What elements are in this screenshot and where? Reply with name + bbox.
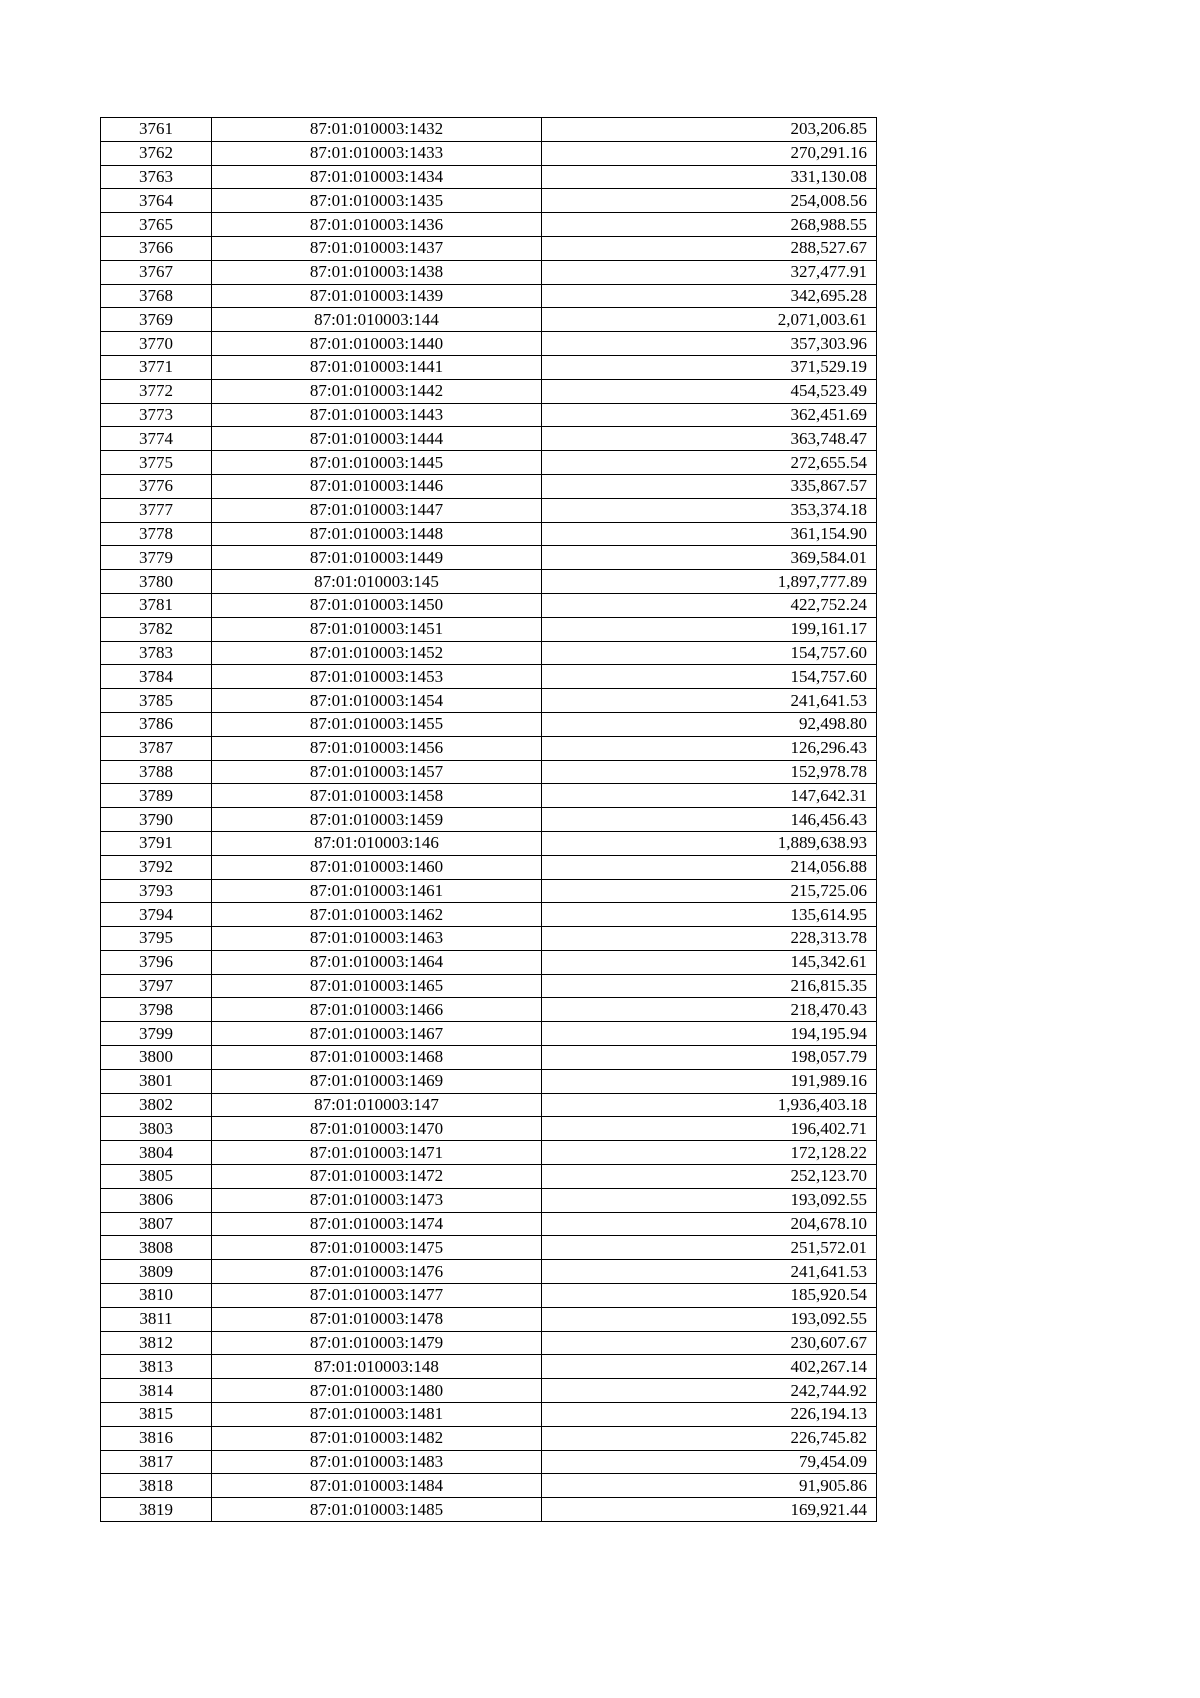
value-cell: 214,056.88 bbox=[542, 855, 877, 879]
table-row bbox=[101, 736, 877, 760]
table-row bbox=[101, 831, 877, 855]
cadastral-number-cell: 87:01:010003:1448 bbox=[212, 522, 542, 546]
table-row bbox=[101, 165, 877, 189]
row-number-cell: 3800 bbox=[101, 1046, 212, 1070]
cadastral-number-cell: 87:01:010003:1475 bbox=[212, 1236, 542, 1260]
table-row bbox=[101, 1379, 877, 1403]
table-row bbox=[101, 498, 877, 522]
cadastral-number-cell: 87:01:010003:1464 bbox=[212, 950, 542, 974]
cadastral-number-cell: 87:01:010003:1481 bbox=[212, 1403, 542, 1427]
cadastral-number-cell: 87:01:010003:1476 bbox=[212, 1260, 542, 1284]
row-number-cell: 3783 bbox=[101, 641, 212, 665]
row-number-cell: 3799 bbox=[101, 1022, 212, 1046]
value-cell: 196,402.71 bbox=[542, 1117, 877, 1141]
row-number-cell: 3798 bbox=[101, 998, 212, 1022]
cadastral-number-cell: 87:01:010003:1451 bbox=[212, 617, 542, 641]
table-row bbox=[101, 213, 877, 237]
cadastral-number-cell: 87:01:010003:1456 bbox=[212, 736, 542, 760]
cadastral-number-cell: 87:01:010003:1484 bbox=[212, 1474, 542, 1498]
table-row bbox=[101, 1141, 877, 1165]
row-number-cell: 3771 bbox=[101, 355, 212, 379]
row-number-cell: 3775 bbox=[101, 451, 212, 475]
row-number-cell: 3809 bbox=[101, 1260, 212, 1284]
table-row bbox=[101, 712, 877, 736]
row-number-cell: 3819 bbox=[101, 1498, 212, 1522]
cadastral-number-cell: 87:01:010003:1452 bbox=[212, 641, 542, 665]
value-cell: 2,071,003.61 bbox=[542, 308, 877, 332]
cadastral-number-cell: 87:01:010003:1436 bbox=[212, 213, 542, 237]
cadastral-number-cell: 87:01:010003:1462 bbox=[212, 903, 542, 927]
table-row bbox=[101, 308, 877, 332]
value-cell: 422,752.24 bbox=[542, 593, 877, 617]
row-number-cell: 3792 bbox=[101, 855, 212, 879]
cadastral-number-cell: 87:01:010003:1478 bbox=[212, 1307, 542, 1331]
cadastral-number-cell: 87:01:010003:144 bbox=[212, 308, 542, 332]
value-cell: 169,921.44 bbox=[542, 1498, 877, 1522]
table-row bbox=[101, 927, 877, 951]
row-number-cell: 3807 bbox=[101, 1212, 212, 1236]
cadastral-number-cell: 87:01:010003:1461 bbox=[212, 879, 542, 903]
table-row bbox=[101, 355, 877, 379]
value-cell: 172,128.22 bbox=[542, 1141, 877, 1165]
value-cell: 215,725.06 bbox=[542, 879, 877, 903]
value-cell: 342,695.28 bbox=[542, 284, 877, 308]
row-number-cell: 3814 bbox=[101, 1379, 212, 1403]
row-number-cell: 3776 bbox=[101, 474, 212, 498]
cadastral-number-cell: 87:01:010003:1477 bbox=[212, 1284, 542, 1308]
value-cell: 362,451.69 bbox=[542, 403, 877, 427]
value-cell: 230,607.67 bbox=[542, 1331, 877, 1355]
value-cell: 203,206.85 bbox=[542, 118, 877, 142]
row-number-cell: 3815 bbox=[101, 1403, 212, 1427]
table-row bbox=[101, 760, 877, 784]
cadastral-number-cell: 87:01:010003:1443 bbox=[212, 403, 542, 427]
value-cell: 204,678.10 bbox=[542, 1212, 877, 1236]
table-row bbox=[101, 1498, 877, 1522]
value-cell: 270,291.16 bbox=[542, 141, 877, 165]
cadastral-number-cell: 87:01:010003:1474 bbox=[212, 1212, 542, 1236]
table-row bbox=[101, 236, 877, 260]
row-number-cell: 3802 bbox=[101, 1093, 212, 1117]
table-row bbox=[101, 593, 877, 617]
cadastral-number-cell: 87:01:010003:1432 bbox=[212, 118, 542, 142]
table-row bbox=[101, 141, 877, 165]
value-cell: 241,641.53 bbox=[542, 1260, 877, 1284]
cadastral-number-cell: 87:01:010003:1468 bbox=[212, 1046, 542, 1070]
row-number-cell: 3806 bbox=[101, 1188, 212, 1212]
cadastral-number-cell: 87:01:010003:1482 bbox=[212, 1426, 542, 1450]
value-cell: 361,154.90 bbox=[542, 522, 877, 546]
table-row bbox=[101, 1093, 877, 1117]
table-row bbox=[101, 1165, 877, 1189]
table-row bbox=[101, 1260, 877, 1284]
table-row bbox=[101, 665, 877, 689]
cadastral-number-cell: 87:01:010003:1466 bbox=[212, 998, 542, 1022]
table-row bbox=[101, 879, 877, 903]
cadastral-number-cell: 87:01:010003:1454 bbox=[212, 689, 542, 713]
row-number-cell: 3781 bbox=[101, 593, 212, 617]
table-row bbox=[101, 974, 877, 998]
row-number-cell: 3816 bbox=[101, 1426, 212, 1450]
row-number-cell: 3780 bbox=[101, 570, 212, 594]
row-number-cell: 3772 bbox=[101, 379, 212, 403]
table-row bbox=[101, 1069, 877, 1093]
value-cell: 194,195.94 bbox=[542, 1022, 877, 1046]
table-body bbox=[101, 118, 877, 1522]
value-cell: 331,130.08 bbox=[542, 165, 877, 189]
table-row bbox=[101, 118, 877, 142]
value-cell: 226,745.82 bbox=[542, 1426, 877, 1450]
row-number-cell: 3793 bbox=[101, 879, 212, 903]
table-row bbox=[101, 1307, 877, 1331]
cadastral-number-cell: 87:01:010003:1453 bbox=[212, 665, 542, 689]
cadastral-number-cell: 87:01:010003:1457 bbox=[212, 760, 542, 784]
cadastral-number-cell: 87:01:010003:1440 bbox=[212, 332, 542, 356]
value-cell: 145,342.61 bbox=[542, 950, 877, 974]
row-number-cell: 3770 bbox=[101, 332, 212, 356]
cadastral-number-cell: 87:01:010003:1469 bbox=[212, 1069, 542, 1093]
table-row bbox=[101, 784, 877, 808]
value-cell: 228,313.78 bbox=[542, 927, 877, 951]
table-row bbox=[101, 1117, 877, 1141]
row-number-cell: 3795 bbox=[101, 927, 212, 951]
row-number-cell: 3767 bbox=[101, 260, 212, 284]
row-number-cell: 3766 bbox=[101, 236, 212, 260]
cadastral-number-cell: 87:01:010003:1458 bbox=[212, 784, 542, 808]
value-cell: 79,454.09 bbox=[542, 1450, 877, 1474]
row-number-cell: 3790 bbox=[101, 808, 212, 832]
row-number-cell: 3769 bbox=[101, 308, 212, 332]
row-number-cell: 3768 bbox=[101, 284, 212, 308]
row-number-cell: 3789 bbox=[101, 784, 212, 808]
row-number-cell: 3778 bbox=[101, 522, 212, 546]
row-number-cell: 3773 bbox=[101, 403, 212, 427]
row-number-cell: 3796 bbox=[101, 950, 212, 974]
row-number-cell: 3812 bbox=[101, 1331, 212, 1355]
value-cell: 369,584.01 bbox=[542, 546, 877, 570]
cadastral-number-cell: 87:01:010003:1459 bbox=[212, 808, 542, 832]
value-cell: 185,920.54 bbox=[542, 1284, 877, 1308]
table-row bbox=[101, 1022, 877, 1046]
table-row bbox=[101, 1474, 877, 1498]
cadastral-number-cell: 87:01:010003:1460 bbox=[212, 855, 542, 879]
value-cell: 363,748.47 bbox=[542, 427, 877, 451]
value-cell: 402,267.14 bbox=[542, 1355, 877, 1379]
cadastral-number-cell: 87:01:010003:1437 bbox=[212, 236, 542, 260]
value-cell: 91,905.86 bbox=[542, 1474, 877, 1498]
cadastral-number-cell: 87:01:010003:1444 bbox=[212, 427, 542, 451]
row-number-cell: 3761 bbox=[101, 118, 212, 142]
table-row bbox=[101, 1284, 877, 1308]
value-cell: 272,655.54 bbox=[542, 451, 877, 475]
table-row bbox=[101, 332, 877, 356]
row-number-cell: 3787 bbox=[101, 736, 212, 760]
value-cell: 193,092.55 bbox=[542, 1188, 877, 1212]
value-cell: 371,529.19 bbox=[542, 355, 877, 379]
table-row bbox=[101, 1188, 877, 1212]
table-row bbox=[101, 570, 877, 594]
value-cell: 126,296.43 bbox=[542, 736, 877, 760]
cadastral-number-cell: 87:01:010003:146 bbox=[212, 831, 542, 855]
value-cell: 216,815.35 bbox=[542, 974, 877, 998]
table-row bbox=[101, 950, 877, 974]
table-row bbox=[101, 284, 877, 308]
cadastral-number-cell: 87:01:010003:1442 bbox=[212, 379, 542, 403]
table-row bbox=[101, 1403, 877, 1427]
value-cell: 152,978.78 bbox=[542, 760, 877, 784]
table-row bbox=[101, 617, 877, 641]
table-row bbox=[101, 451, 877, 475]
value-cell: 154,757.60 bbox=[542, 641, 877, 665]
data-table bbox=[100, 117, 877, 1522]
cadastral-number-cell: 87:01:010003:1455 bbox=[212, 712, 542, 736]
table-row bbox=[101, 522, 877, 546]
cadastral-number-cell: 87:01:010003:1447 bbox=[212, 498, 542, 522]
row-number-cell: 3813 bbox=[101, 1355, 212, 1379]
row-number-cell: 3763 bbox=[101, 165, 212, 189]
value-cell: 193,092.55 bbox=[542, 1307, 877, 1331]
value-cell: 242,744.92 bbox=[542, 1379, 877, 1403]
value-cell: 154,757.60 bbox=[542, 665, 877, 689]
cadastral-number-cell: 87:01:010003:1483 bbox=[212, 1450, 542, 1474]
value-cell: 327,477.91 bbox=[542, 260, 877, 284]
row-number-cell: 3774 bbox=[101, 427, 212, 451]
value-cell: 353,374.18 bbox=[542, 498, 877, 522]
row-number-cell: 3804 bbox=[101, 1141, 212, 1165]
cadastral-number-cell: 87:01:010003:145 bbox=[212, 570, 542, 594]
row-number-cell: 3788 bbox=[101, 760, 212, 784]
cadastral-number-cell: 87:01:010003:1433 bbox=[212, 141, 542, 165]
table-row bbox=[101, 903, 877, 927]
row-number-cell: 3794 bbox=[101, 903, 212, 927]
value-cell: 191,989.16 bbox=[542, 1069, 877, 1093]
cadastral-number-cell: 87:01:010003:1485 bbox=[212, 1498, 542, 1522]
row-number-cell: 3805 bbox=[101, 1165, 212, 1189]
value-cell: 198,057.79 bbox=[542, 1046, 877, 1070]
value-cell: 1,889,638.93 bbox=[542, 831, 877, 855]
table-row bbox=[101, 1331, 877, 1355]
cadastral-number-cell: 87:01:010003:1472 bbox=[212, 1165, 542, 1189]
cadastral-number-cell: 87:01:010003:1450 bbox=[212, 593, 542, 617]
row-number-cell: 3818 bbox=[101, 1474, 212, 1498]
value-cell: 199,161.17 bbox=[542, 617, 877, 641]
value-cell: 241,641.53 bbox=[542, 689, 877, 713]
cadastral-number-cell: 87:01:010003:1439 bbox=[212, 284, 542, 308]
row-number-cell: 3785 bbox=[101, 689, 212, 713]
cadastral-number-cell: 87:01:010003:1434 bbox=[212, 165, 542, 189]
table-row bbox=[101, 1450, 877, 1474]
table-row bbox=[101, 260, 877, 284]
table-row bbox=[101, 1236, 877, 1260]
value-cell: 335,867.57 bbox=[542, 474, 877, 498]
row-number-cell: 3817 bbox=[101, 1450, 212, 1474]
cadastral-number-cell: 87:01:010003:147 bbox=[212, 1093, 542, 1117]
row-number-cell: 3810 bbox=[101, 1284, 212, 1308]
row-number-cell: 3786 bbox=[101, 712, 212, 736]
cadastral-number-cell: 87:01:010003:1449 bbox=[212, 546, 542, 570]
cadastral-number-cell: 87:01:010003:1470 bbox=[212, 1117, 542, 1141]
table-row bbox=[101, 474, 877, 498]
value-cell: 1,897,777.89 bbox=[542, 570, 877, 594]
value-cell: 146,456.43 bbox=[542, 808, 877, 832]
row-number-cell: 3803 bbox=[101, 1117, 212, 1141]
row-number-cell: 3764 bbox=[101, 189, 212, 213]
value-cell: 288,527.67 bbox=[542, 236, 877, 260]
row-number-cell: 3765 bbox=[101, 213, 212, 237]
row-number-cell: 3784 bbox=[101, 665, 212, 689]
row-number-cell: 3779 bbox=[101, 546, 212, 570]
value-cell: 454,523.49 bbox=[542, 379, 877, 403]
table-row bbox=[101, 379, 877, 403]
table-row bbox=[101, 855, 877, 879]
table-row bbox=[101, 403, 877, 427]
value-cell: 218,470.43 bbox=[542, 998, 877, 1022]
cadastral-number-cell: 87:01:010003:1480 bbox=[212, 1379, 542, 1403]
table-row bbox=[101, 1355, 877, 1379]
cadastral-number-cell: 87:01:010003:1438 bbox=[212, 260, 542, 284]
cadastral-number-cell: 87:01:010003:1441 bbox=[212, 355, 542, 379]
row-number-cell: 3762 bbox=[101, 141, 212, 165]
table-row bbox=[101, 641, 877, 665]
table-row bbox=[101, 1426, 877, 1450]
value-cell: 1,936,403.18 bbox=[542, 1093, 877, 1117]
row-number-cell: 3777 bbox=[101, 498, 212, 522]
table-row bbox=[101, 808, 877, 832]
table-row bbox=[101, 546, 877, 570]
value-cell: 135,614.95 bbox=[542, 903, 877, 927]
cadastral-number-cell: 87:01:010003:1471 bbox=[212, 1141, 542, 1165]
row-number-cell: 3797 bbox=[101, 974, 212, 998]
cadastral-number-cell: 87:01:010003:1435 bbox=[212, 189, 542, 213]
table-row bbox=[101, 1046, 877, 1070]
cadastral-number-cell: 87:01:010003:148 bbox=[212, 1355, 542, 1379]
table-row bbox=[101, 998, 877, 1022]
table-row bbox=[101, 189, 877, 213]
value-cell: 251,572.01 bbox=[542, 1236, 877, 1260]
value-cell: 92,498.80 bbox=[542, 712, 877, 736]
value-cell: 252,123.70 bbox=[542, 1165, 877, 1189]
value-cell: 357,303.96 bbox=[542, 332, 877, 356]
row-number-cell: 3801 bbox=[101, 1069, 212, 1093]
value-cell: 268,988.55 bbox=[542, 213, 877, 237]
row-number-cell: 3808 bbox=[101, 1236, 212, 1260]
cadastral-number-cell: 87:01:010003:1465 bbox=[212, 974, 542, 998]
cadastral-number-cell: 87:01:010003:1473 bbox=[212, 1188, 542, 1212]
cadastral-number-cell: 87:01:010003:1445 bbox=[212, 451, 542, 475]
row-number-cell: 3782 bbox=[101, 617, 212, 641]
row-number-cell: 3791 bbox=[101, 831, 212, 855]
cadastral-number-cell: 87:01:010003:1463 bbox=[212, 927, 542, 951]
table-row bbox=[101, 1212, 877, 1236]
value-cell: 226,194.13 bbox=[542, 1403, 877, 1427]
value-cell: 254,008.56 bbox=[542, 189, 877, 213]
cadastral-number-cell: 87:01:010003:1446 bbox=[212, 474, 542, 498]
cadastral-number-cell: 87:01:010003:1467 bbox=[212, 1022, 542, 1046]
table-row bbox=[101, 427, 877, 451]
row-number-cell: 3811 bbox=[101, 1307, 212, 1331]
cadastral-number-cell: 87:01:010003:1479 bbox=[212, 1331, 542, 1355]
value-cell: 147,642.31 bbox=[542, 784, 877, 808]
table-row bbox=[101, 689, 877, 713]
